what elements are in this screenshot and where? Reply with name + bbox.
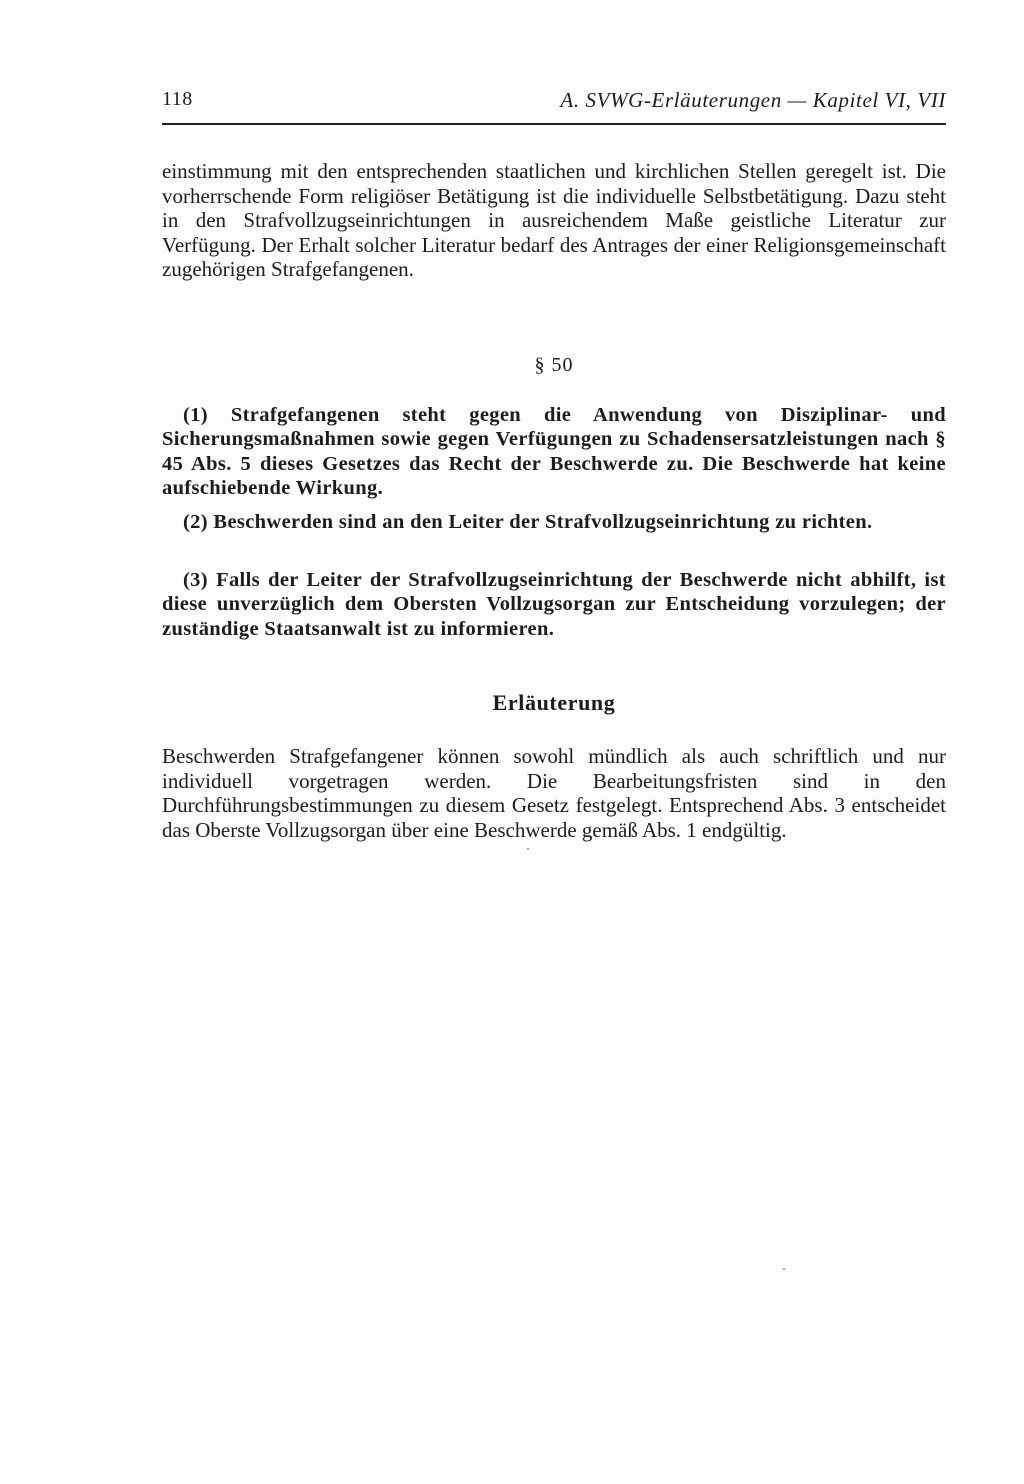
header-rule — [162, 123, 946, 125]
section-paragraph-1 — [162, 403, 946, 501]
section-paragraph-3-text: (3) Falls der Leiter der Strafvollzugseinrichtung der Beschwerde nicht abhilft, ist diese unverzüglich dem Obersten Vollzugsorgan zur Entscheidung vorzulegen; der zuständige Staatsanwalt ist zu informieren. — [162, 569, 946, 640]
page-header — [162, 88, 946, 118]
section-paragraph-2 — [162, 510, 946, 534]
explanation-heading: Erläuterung — [492, 690, 616, 715]
section-mark: § 50 — [534, 354, 574, 376]
page-number: 118 — [162, 88, 193, 110]
running-head: A. SVWG-Erläuterungen — Kapitel VI, VII — [560, 88, 946, 112]
explanation-paragraph: Beschwerden Strafgefangener können sowohl mündlich als auch schriftlich und nur individuell vorgetragen werden. Die Bearbeitungsfristen sind in den Durchführungsbestimmungen zu diesem Gesetz festgelegt. Entsprechend Abs. 3 entscheidet das Oberste Vollzugsorgan über eine Beschwerde gemäß Abs. 1 endgültig. — [162, 744, 946, 842]
print-speck — [783, 1268, 785, 1270]
section-paragraph-3 — [162, 568, 946, 641]
section-paragraph-2-text: (2) Beschwerden sind an den Leiter der Strafvollzugseinrichtung zu richten. — [183, 511, 873, 533]
print-speck — [527, 848, 529, 850]
section-paragraph-1-text: (1) Strafgefangenen steht gegen die Anwendung von Disziplinar- und Sicherungsmaßnahmen sowie gegen Verfügungen zu Schadensersatzleistungen nach § 45 Abs. 5 dieses Gesetzes das Recht der Beschwerde zu. Die Beschwerde hat keine aufschiebende Wirkung. — [162, 404, 946, 500]
intro-paragraph: einstimmung mit den entsprechenden staatlichen und kirchlichen Stellen geregelt ist. Die vorherrschende Form religiöser Betätigung ist die individuelle Selbstbetätigung. Dazu steht in den Strafvollzugseinrichtungen in ausreichendem Maße geistliche Literatur zur Verfügung. Der Erhalt solcher Literatur bedarf des Antrages der einer Religionsgemeinschaft zugehörigen Strafgefangenen. — [162, 159, 946, 282]
